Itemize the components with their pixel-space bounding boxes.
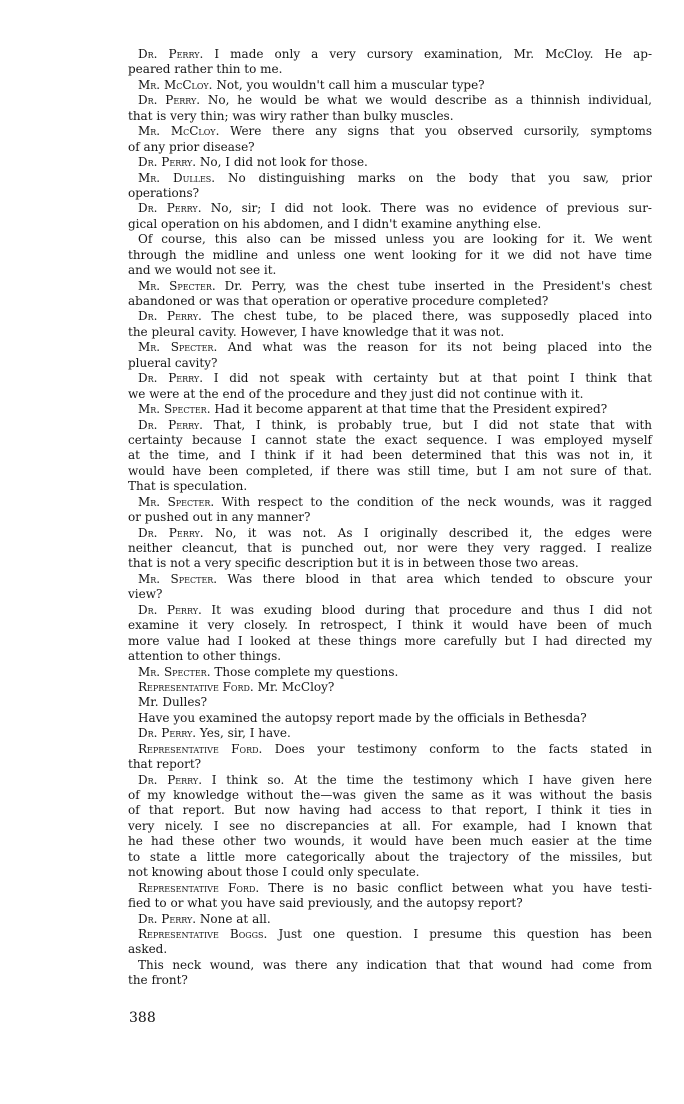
text-line [128,124,652,139]
line-text: No distinguishing marks on the body that you saw, prior [215,170,652,185]
text-line [128,865,652,880]
speaker-name: Mr. Specter. [138,571,218,586]
line-text: gical operation on his abdomen, and I didn't examine anything else. [128,216,542,231]
speaker-name: Representative Ford. [138,880,260,895]
text-line [128,279,652,294]
text-line [128,556,652,571]
speaker-name: Representative Ford. [138,679,254,694]
testimony-paragraph [128,371,652,402]
speaker-name: Dr. Perry. [138,93,201,108]
line-text: more value had I looked at these things more carefully but I had directed my [128,633,652,648]
page-number: 388 [129,1010,156,1026]
text-line [128,495,652,510]
testimony-paragraph [128,78,652,93]
text-line [128,819,652,834]
text-line [128,695,652,710]
line-text: plueral cavity? [128,355,218,370]
text-line [128,912,652,927]
text-line [128,248,652,263]
line-text: certainty because I cannot state the exact sequence. I was employed myself [128,432,652,447]
speaker-name: Mr. McCloy. [138,77,213,92]
line-text: The chest tube, to be placed there, was supposedly placed into [201,309,652,324]
line-text: abandoned or was that operation or operative procedure completed? [128,294,549,308]
line-text: Mr. McCloy? [253,679,335,694]
testimony-paragraph [128,155,652,170]
text-line [128,78,652,93]
text-line [128,973,652,988]
line-text: examine it very closely. In retrospect, I think it would have been of much [128,618,652,633]
testimony-paragraph [128,340,652,371]
speaker-name: Dr. Perry. [138,911,197,926]
testimony-paragraph [128,881,652,912]
line-text: that report? [128,757,202,772]
text-line [128,711,652,726]
speaker-name: Dr. Perry. [138,371,204,386]
line-text: fied to or what you have said previously, and the autopsy report? [128,896,523,911]
text-line [128,773,652,788]
line-text: I made only a very cursory examination, Mr. McCloy. He ap- [203,47,652,61]
text-line [128,418,652,433]
testimony-paragraph [128,726,652,741]
line-text: Does your testimony conform to the facts stated in [262,741,653,756]
testimony-paragraph [128,711,652,726]
testimony-paragraph [128,309,652,340]
testimony-paragraph [128,665,652,680]
testimony-paragraph [128,526,652,572]
line-text: No, he would be what we would describe as a thinnish individual, [200,93,652,108]
testimony-paragraph [128,742,652,773]
line-text: This neck wound, was there any indication that that wound had come from [138,957,652,972]
text-line [128,93,652,108]
text-line [128,371,652,386]
line-text: we were at the end of the procedure and they just did not continue with it. [128,386,584,401]
transcript-page [128,47,652,989]
speaker-name: Mr. Dulles. [138,170,216,185]
line-text: Mr. Dulles? [138,695,208,710]
text-line [128,541,652,556]
line-text: of my knowledge without the—was given the same as it was without the basis [128,788,652,802]
line-text: There is no basic conflict between what you have testi- [259,880,652,895]
speaker-name: Dr. Perry. [138,726,197,741]
line-text: Had it become apparent at that time that the President expired? [210,402,608,417]
speaker-name: Representative Ford. [138,741,263,756]
text-line [128,186,652,201]
line-text: That, I think, is probably true, but I did not state that with [203,417,652,432]
testimony-paragraph [128,603,652,665]
line-text: I think so. At the time the testimony which I have given here [202,772,652,787]
text-line [128,356,652,371]
text-line [128,479,652,494]
line-text: asked. [128,942,168,957]
text-line [128,742,652,757]
speaker-name: Mr. Specter. [138,494,215,509]
testimony-paragraph [128,912,652,927]
speaker-name: Dr. Perry. [138,309,202,324]
line-text: It was exuding blood during that procedure and thus I did not [201,602,652,617]
text-line [128,294,652,309]
text-line [128,217,652,232]
line-text: No, I did not look for those. [196,155,368,170]
testimony-paragraph [128,695,652,710]
speaker-name: Mr. Specter. [138,278,216,293]
text-line [128,47,652,62]
line-text: very nicely. I see no discrepancies at all. For example, had I known that [128,818,652,833]
text-line [128,109,652,124]
line-text: that is not a very specific description but it is in between those two areas. [128,556,579,571]
text-line [128,464,652,479]
speaker-name: Mr. Specter. [138,402,211,417]
line-text: that is very thin; was wiry rather than bulky muscles. [128,108,454,123]
text-line [128,140,652,155]
line-text: of any prior disease? [128,139,255,154]
text-line [128,850,652,865]
line-text: With respect to the condition of the neck wounds, was it ragged [214,494,652,509]
text-line [128,62,652,77]
line-text: operations? [128,185,200,200]
line-text: would have been completed, if there was still time, but I am not sure of that. [128,463,652,478]
speaker-name: Dr. Perry. [138,602,202,617]
text-line [128,510,652,525]
testimony-paragraph [128,572,652,603]
line-text: of that report. But now having had access to that report, I think it ties in [128,803,652,818]
testimony-paragraph [128,418,652,495]
line-text: and we would not see it. [128,263,277,278]
speaker-name: Dr. Perry. [138,201,202,216]
line-text: Yes, sir, I have. [196,726,291,741]
line-text: Of course, this also can be missed unless you are looking for it. We went [138,232,652,247]
text-line [128,232,652,247]
text-line [128,649,652,664]
speaker-name: Dr. Perry. [138,417,203,432]
text-line [128,448,652,463]
line-text: Not, you wouldn't call him a muscular type? [212,77,485,92]
text-line [128,340,652,355]
line-text: to state a little more categorically about the trajectory of the missiles, but [128,849,652,864]
line-text: No, it was not. As I originally described it, the edges were [203,525,652,540]
text-line [128,958,652,973]
line-text: the front? [128,973,188,988]
line-text: No, sir; I did not look. There was no evidence of previous sur- [201,201,652,216]
text-line [128,433,652,448]
text-line [128,309,652,324]
text-line [128,155,652,170]
text-line [128,526,652,541]
text-line [128,896,652,911]
speaker-name: Representative Boggs. [138,926,268,941]
line-text: the pleural cavity. However, I have knowledge that it was not. [128,324,505,339]
testimony-paragraph [128,232,652,278]
line-text: Dr. Perry, was the chest tube inserted in the President's chest [215,278,652,293]
text-line [128,603,652,618]
line-text: And what was the reason for its not being placed into the [217,340,652,355]
text-line [128,618,652,633]
text-line [128,402,652,417]
line-text: peared rather thin to me. [128,62,283,77]
testimony-paragraph [128,279,652,310]
speaker-name: Mr. McCloy. [138,124,220,139]
testimony-paragraph [128,171,652,202]
text-line [128,572,652,587]
text-line [128,726,652,741]
testimony-paragraph [128,773,652,881]
speaker-name: Dr. Perry. [138,155,197,170]
speaker-name: Dr. Perry. [138,525,204,540]
speaker-name: Mr. Specter. [138,664,211,679]
line-text: not knowing about those I could only speculate. [128,865,420,880]
speaker-name: Dr. Perry. [138,47,204,61]
text-line [128,927,652,942]
text-line [128,171,652,186]
line-text: through the midline and unless one went looking for it we did not have time [128,247,652,262]
text-line [128,803,652,818]
line-text: Was there blood in that area which tended to obscure your [217,571,652,586]
text-line [128,757,652,772]
line-text: Were there any signs that you observed cursorily, symptoms [219,124,652,139]
text-line [128,881,652,896]
line-text: attention to other things. [128,649,282,664]
testimony-paragraph [128,927,652,958]
testimony-paragraph [128,124,652,155]
testimony-paragraph [128,958,652,989]
line-text: or pushed out in any manner? [128,510,311,525]
line-text: view? [128,587,163,602]
speaker-name: Mr. Specter. [138,340,218,355]
text-line [128,587,652,602]
text-line [128,201,652,216]
text-line [128,942,652,957]
testimony-paragraph [128,47,652,78]
line-text: None at all. [196,911,271,926]
text-line [128,634,652,649]
testimony-paragraph [128,495,652,526]
text-line [128,680,652,695]
line-text: Those complete my questions. [210,664,399,679]
line-text: Have you examined the autopsy report made by the officials in Bethesda? [138,710,587,725]
line-text: I did not speak with certainty but at that point I think that [203,371,652,386]
line-text: neither cleancut, that is punched out, nor were they very ragged. I realize [128,541,652,555]
text-line [128,263,652,278]
line-text: Just one question. I presume this question has been [267,926,652,941]
text-line [128,387,652,402]
testimony-paragraph [128,201,652,232]
speaker-name: Dr. Perry. [138,772,203,787]
text-line [128,834,652,849]
line-text: he had these other two wounds, it would have been much easier at the time [128,834,652,849]
testimony-paragraph [128,93,652,124]
testimony-paragraph [128,402,652,417]
line-text: That is speculation. [128,479,248,494]
testimony-paragraph [128,680,652,695]
line-text: at the time, and I think if it had been determined that this was not in, it [128,448,652,463]
text-line [128,665,652,680]
text-line [128,325,652,340]
text-line [128,788,652,803]
